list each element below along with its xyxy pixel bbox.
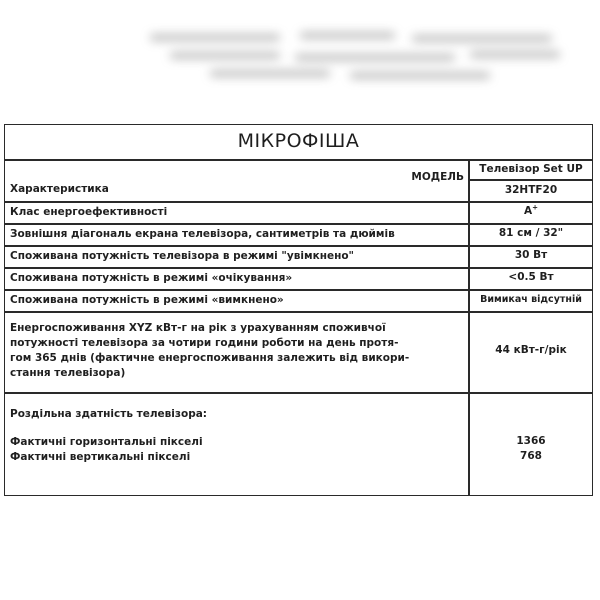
- energy-line-1: Енергоспоживання XYZ кВт-г на рік з урахуванням споживчої: [10, 322, 386, 334]
- vertical-pixels-label: Фактичні вертикальні пікселі: [10, 451, 191, 463]
- row-value-power-off: Вимикач відсутній: [480, 294, 582, 305]
- divider: [5, 201, 592, 203]
- resolution-heading: Роздільна здатність телевізора:: [10, 408, 208, 420]
- row-value-energy-class: A+: [523, 203, 538, 217]
- row-value-power-standby: <0.5 Вт: [508, 271, 554, 283]
- divider: [5, 223, 592, 225]
- row-label-power-off: Споживана потужність в режимі «вимкнено»: [10, 294, 284, 306]
- divider: [5, 267, 592, 269]
- energy-line-3: гом 365 днів (фактичне енергоспоживання залежить від викори-: [10, 352, 410, 364]
- model-value: 32HTF20: [504, 184, 558, 196]
- blurred-header: [150, 26, 570, 86]
- divider: [468, 179, 592, 181]
- row-label-diagonal: Зовнішня діагональ екрана телевізора, сантиметрів та дюймів: [10, 228, 395, 240]
- energy-value: 44 кВт-г/рік: [495, 344, 567, 356]
- row-label-power-on: Споживана потужність телевізора в режимі "увімкнено": [10, 250, 355, 262]
- page-title: МІКРОФІША: [237, 130, 360, 152]
- row-label-power-standby: Споживана потужність в режимі «очікування»: [10, 272, 293, 284]
- divider: [5, 245, 592, 247]
- row-value-power-on: 30 Вт: [514, 249, 548, 261]
- brand-value: Телевізор Set UP: [479, 163, 583, 175]
- energy-line-2: потужності телевізора за чотири години роботи на день протя-: [10, 337, 399, 349]
- row-label-energy-class: Клас енергоефективності: [10, 206, 168, 218]
- divider: [5, 392, 592, 394]
- divider: [5, 311, 592, 313]
- energy-line-4: стання телевізора): [10, 367, 126, 379]
- row-value-diagonal: 81 см / 32": [498, 227, 564, 239]
- vertical-pixels-value: 768: [520, 450, 542, 462]
- divider: [5, 159, 592, 161]
- model-label: МОДЕЛЬ: [411, 171, 464, 183]
- horizontal-pixels-value: 1366: [516, 435, 546, 447]
- microfiche-table: [4, 124, 593, 496]
- divider: [5, 289, 592, 291]
- horizontal-pixels-label: Фактичні горизонтальні пікселі: [10, 436, 203, 448]
- characteristic-header: Характеристика: [10, 183, 109, 195]
